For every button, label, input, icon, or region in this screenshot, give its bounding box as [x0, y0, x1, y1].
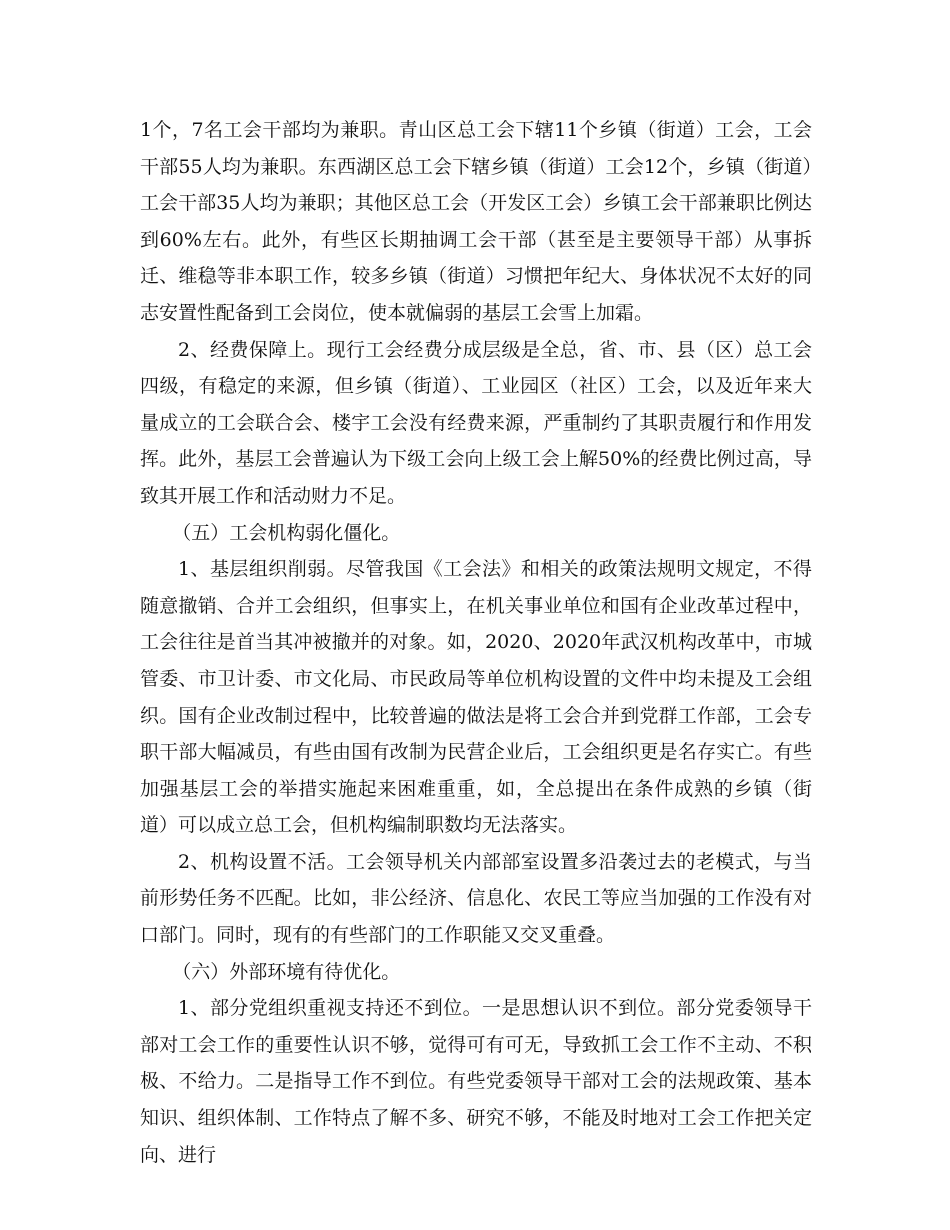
document-body — [140, 112, 812, 1173]
paragraph-party-support: 1、部分党组织重视支持还不到位。一是思想认识不到位。部分党委领导干部对工会工作的重要性认识不够，觉得可有可无，导致抓工会工作不主动、不积极、不给力。二是指导工作不到位。有些党委领导干部对工会的法规政策、基本知识、组织体制、工作特点了解不多、研究不够，不能及时地对工会工作把关定向、进行 — [140, 997, 812, 1166]
paragraph-funding: 2、经费保障上。现行工会经费分成层级是全总，省、市、县（区）总工会四级，有稳定的来源，但乡镇（街道）、工业园区（社区）工会，以及近年来大量成立的工会联合会、楼宇工会没有经费来源，严重制约了其职责履行和作用发挥。此外，基层工会普遍认为下级工会向上级工会上解50%的经费比例过高，导致其开展工作和活动财力不足。 — [140, 338, 812, 507]
paragraph-grassroots: 1、基层组织削弱。尽管我国《工会法》和相关的政策法规明文规定，不得随意撤销、合并工会组织，但事实上，在机关事业单位和国有企业改革过程中，工会往往是首当其冲被撤并的对象。如，2020、2020年武汉机构改革中，市城管委、市卫计委、市文化局、市民政局等单位机构设置的文件中均未提及工会组织。国有企业改制过程中，比较普遍的做法是将工会合并到党群工作部，工会专职干部大幅减员，有些由国有改制为民营企业后，工会组织更是名存实亡。有些加强基层工会的举措实施起来困难重重，如，全总提出在条件成熟的乡镇（街道）可以成立总工会，但机构编制职数均无法落实。 — [140, 558, 812, 837]
paragraph-continuation: 1个，7名工会干部均为兼职。青山区总工会下辖11个乡镇（街道）工会，工会干部55人均为兼职。东西湖区总工会下辖乡镇（街道）工会12个，乡镇（街道）工会干部35人均为兼职；其他区总工会（开发区工会）乡镇工会干部兼职比例达到60%左右。此外，有些区长期抽调工会干部（甚至是主要领导干部）从事拆迁、维稳等非本职工作，较多乡镇（街道）习惯把年纪大、身体状况不太好的同志安置性配备到工会岗位，使本就偏弱的基层工会雪上加霜。 — [140, 119, 812, 324]
section-heading-5: （五）工会机构弱化僵化。 — [172, 521, 401, 544]
paragraph-structure: 2、机构设置不活。工会领导机关内部部室设置多沿袭过去的老模式，与当前形势任务不匹配。比如，非公经济、信息化、农民工等应当加强的工作没有对口部门。同时，现有的有些部门的工作职能又交叉重叠。 — [140, 850, 812, 947]
section-heading-6: （六）外部环境有待优化。 — [172, 960, 401, 983]
